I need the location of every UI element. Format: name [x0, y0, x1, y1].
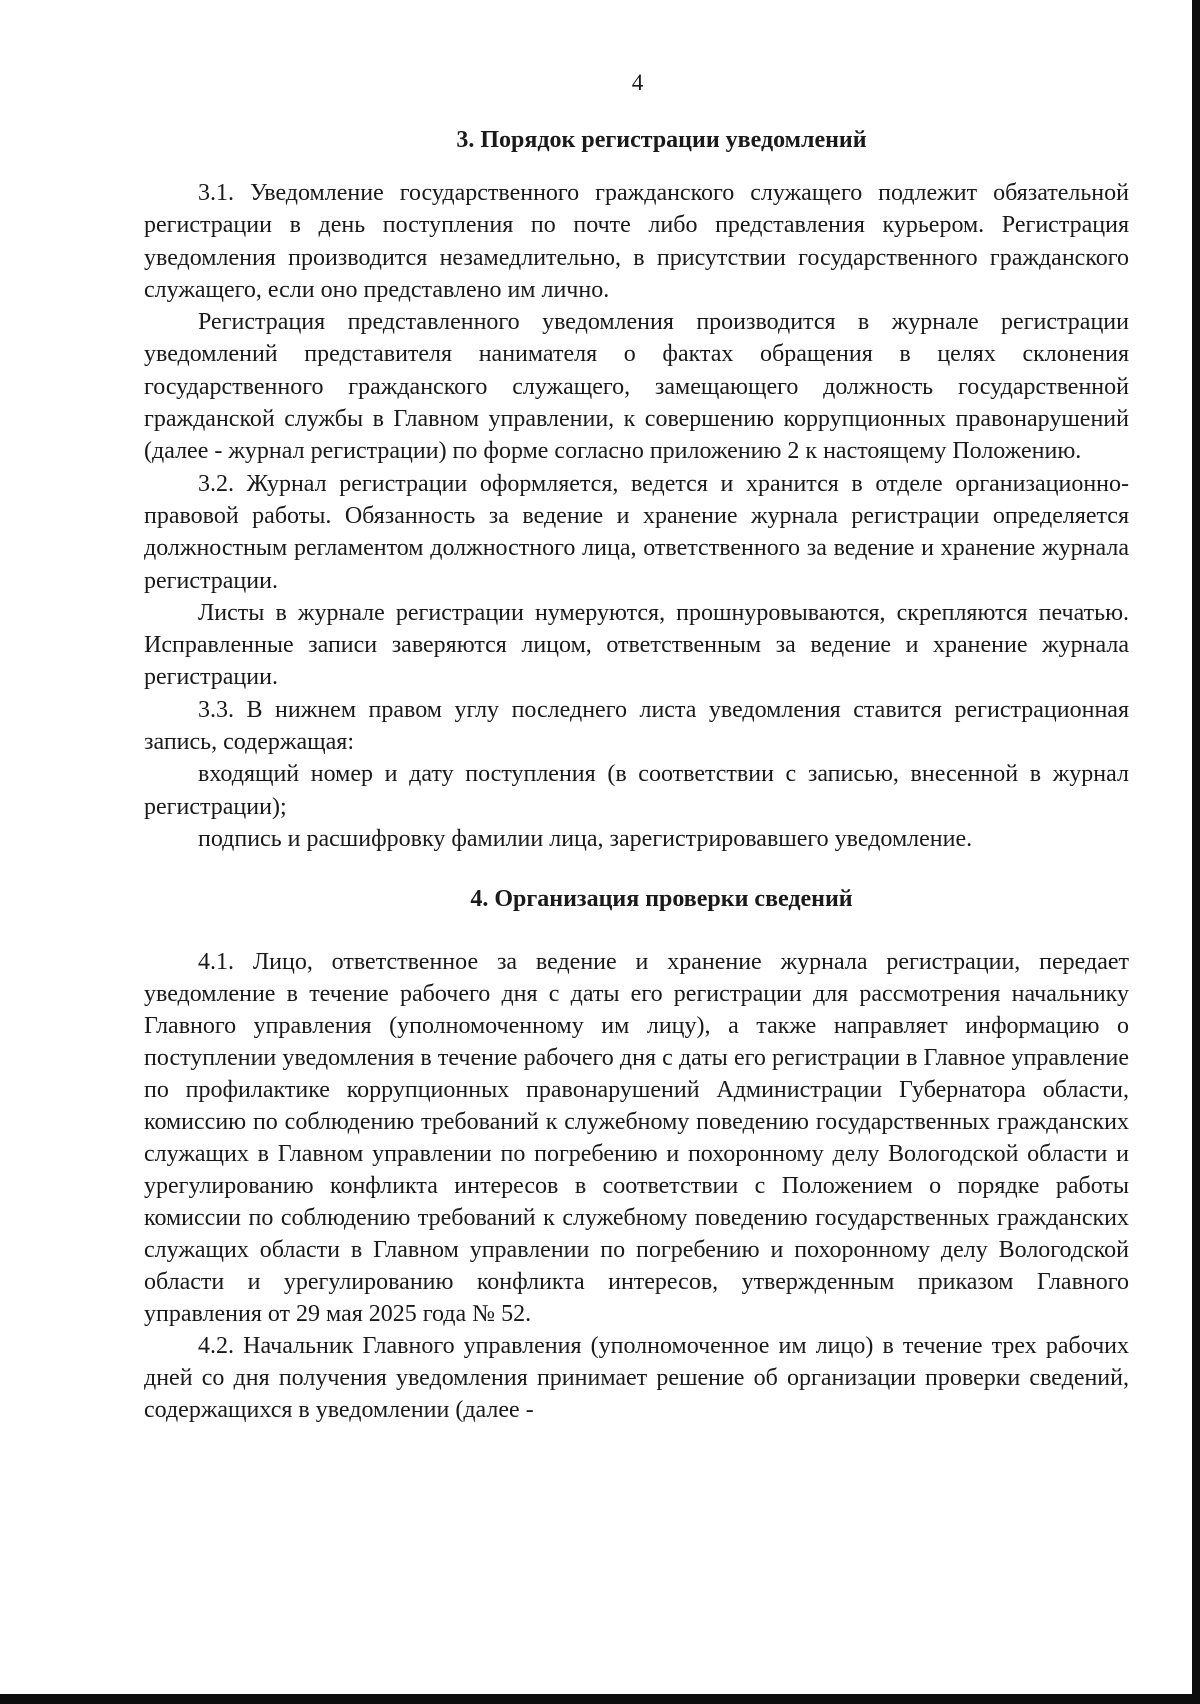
paragraph-3-2: 3.2. Журнал регистрации оформляется, ведется и хранится в отделе организационно-правовой работы. Обязанность за ведение и хранение журнала регистрации определяется должностным регламентом должностного лица, ответственного за ведение и хранение журнала регистрации. [144, 470, 1129, 594]
page-number: 4 [631, 70, 644, 95]
paragraph-3-3-signature: подпись и расшифровку фамилии лица, зарегистрировавшего уведомление. [198, 825, 973, 852]
paragraph-3-1: 3.1. Уведомление государственного гражданского служащего подлежит обязательной регистрации в день поступления по почте либо представления курьером. Регистрация уведомления производится незамедлительно, в присутствии государственного гражданского служащего, если оно представлено им лично. [144, 180, 1129, 303]
section-4-heading: 4. Организация проверки сведений [470, 886, 853, 913]
document-body [144, 124, 1129, 1426]
scan-right-border [1192, 0, 1200, 1704]
paragraph-4-2: 4.2. Начальник Главного управления (уполномоченное им лицо) в течение трех рабочих дней со дня получения уведомления принимает решение об организации проверки сведений, содержащихся в уведомлении (далее - [144, 1333, 1129, 1424]
paragraph-3-3: 3.3. В нижнем правом углу последнего листа уведомления ставится регистрационная запись, содержащая: [144, 696, 1129, 756]
paragraph-3-1-registration: Регистрация представленного уведомления производится в журнале регистрации уведомлений представителя нанимателя о фактах обращения в целях склонения государственного гражданского служащего, замещающего должность государственной гражданской службы в Главном управлении, к совершению коррупционных правонарушений (далее - журнал регистрации) по форме согласно приложению 2 к настоящему Положению. [144, 309, 1129, 465]
section-3-heading: 3. Порядок регистрации уведомлений [456, 127, 867, 153]
paragraph-4-1: 4.1. Лицо, ответственное за ведение и хранение журнала регистрации, передает уведомление в течение рабочего дня с даты его регистрации для рассмотрения начальнику Главного управления (уполномоченному им лицу), а также направляет информацию о поступлении уведомления в течение рабочего дня с даты его регистрации в Главное управление по профилактике коррупционных правонарушений Администрации Губернатора области, комиссию по соблюдению требований к служебному поведению государственных гражданских служащих в Главном управлении по погребению и похоронному делу Вологодской области и урегулированию конфликта интересов в соответствии с Положением о порядке работы комиссии по соблюдению требований к служебному поведению государственных гражданских служащих области в Главном управлении по погребению и похоронному делу Вологодской области и урегулированию конфликта интересов, утвержденным приказом Главного управления от 29 мая 2025 года № 52. [144, 949, 1129, 1328]
paragraph-3-3-incoming-number: входящий номер и дату поступления (в соответствии с записью, внесенной в журнал регистрации); [144, 761, 1129, 820]
paragraph-3-2-sheets: Листы в журнале регистрации нумеруются, прошнуровываются, скрепляются печатью. Исправленные записи заверяются лицом, ответственным за ведение и хранение журнала регистрации. [144, 599, 1129, 691]
scan-bottom-border [0, 1694, 1200, 1704]
